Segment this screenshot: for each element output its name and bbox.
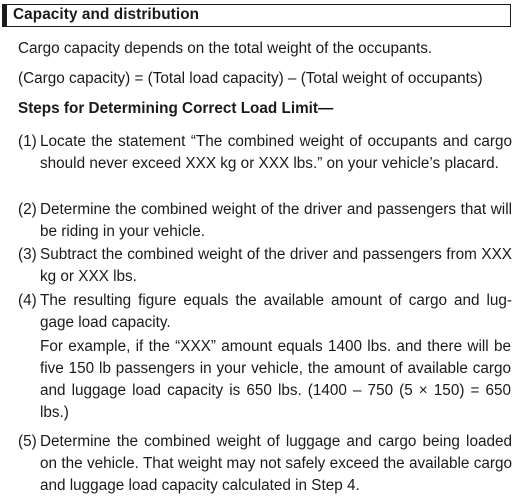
section-header-bar xyxy=(3,5,7,26)
step-number: (4) xyxy=(18,292,37,309)
step-number: (2) xyxy=(18,201,37,218)
step-4 xyxy=(18,290,512,334)
step-text: Locate the statement “The combined weight of occupants and cargo should never exceed XXX kg or XXX lbs.” on your vehicle’s placard. xyxy=(40,133,512,172)
cargo-capacity-formula: (Cargo capacity) = (Total load capacity) – (Total weight of occupants) xyxy=(18,70,483,87)
step-text: Determine the combined weight of the driver and passengers that will be riding in your vehicle. xyxy=(40,201,512,240)
intro-paragraph: Cargo capacity depends on the total weight of the occupants. xyxy=(18,40,433,57)
step-5 xyxy=(18,431,512,497)
step-text: The resulting figure equals the available amount of cargo and lug-gage load capacity. xyxy=(40,292,512,331)
section-title: Capacity and distribution xyxy=(13,6,200,23)
step-1 xyxy=(18,131,512,175)
section-header xyxy=(2,4,511,27)
steps-heading: Steps for Determining Correct Load Limit— xyxy=(18,100,334,117)
example-paragraph: For example, if the “XXX” amount equals 1400 lbs. and there will be five 150 lb passengers in your vehicle, the amount of available cargo and luggage load capacity is 650 lbs. (1400 – 750 (5 × 150) = 650 lbs.) xyxy=(40,338,511,421)
step-number: (3) xyxy=(18,246,37,263)
step-number: (1) xyxy=(18,133,37,150)
step-3 xyxy=(18,244,512,288)
step-text: Determine the combined weight of luggage and cargo being loaded on the vehicle. That weight may not safely exceed the available cargo and luggage load capacity calculated in Step 4. xyxy=(40,433,512,494)
step-number: (5) xyxy=(18,433,37,450)
step-text: Subtract the combined weight of the driver and passengers from XXX kg or XXX lbs. xyxy=(40,246,512,285)
step-2 xyxy=(18,199,512,243)
